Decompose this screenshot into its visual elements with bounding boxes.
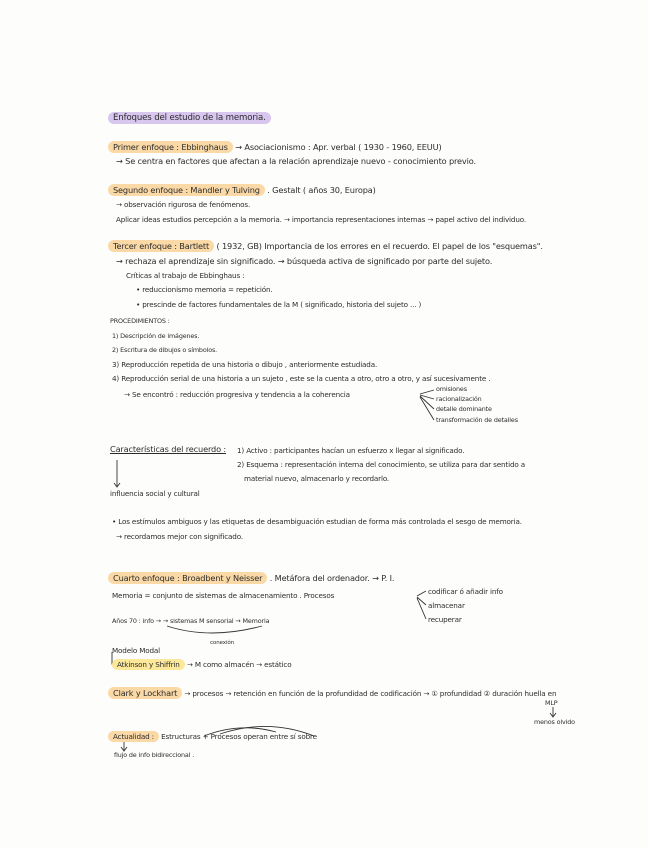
procedure-3: 3) Reproducción repetida de una historia o dibujo , anteriormente estudiada. (112, 360, 378, 369)
finding-branch-3: detalle dominante (436, 405, 492, 413)
current-rest: Estructuras + Procesos operan entre sí sobre (161, 732, 317, 741)
mlp-note: MLP (545, 699, 558, 707)
current-line (108, 731, 317, 742)
section-4-line-2: Memoria = conjunto de sistemas de almacenamiento . Procesos (112, 591, 335, 600)
section-3-label: Tercer enfoque : Bartlett (108, 240, 214, 252)
section-2-rest: . Gestalt ( años 30, Europa) (267, 185, 376, 195)
clark-line (108, 688, 556, 699)
characteristics-bullet-2: → recordamos mejor con significado. (116, 532, 243, 541)
procedure-2: 2) Escritura de dibujos o símbolos. (112, 346, 218, 354)
clark-rest: → procesos → retención en función de la profundidad de codificación → ① profundidad ② duración huella en (184, 689, 557, 698)
section-4-rest: . Metáfora del ordenador. → P. I. (269, 573, 395, 583)
influence-note: influencia social y cultural (110, 489, 200, 498)
section-3-bullet-1: • reduccionismo memoria = repetición. (136, 285, 273, 294)
flow-line: Años 70 : info → → sistemas M sensorial → Memoria (112, 617, 270, 625)
clark-label: Clark y Lockhart (108, 687, 182, 699)
finding-branch-4: transformación de detalles (436, 416, 518, 424)
section-3-line-3: Críticas al trabajo de Ebbinghaus : (126, 271, 245, 280)
atkinson-line (112, 659, 292, 670)
bidirectional-flow: flujo de info bidireccional . (114, 751, 195, 759)
section-3-rest: ( 1932, GB) Importancia de los errores en el recuerdo. El papel de los "esquemas". (216, 241, 543, 251)
section-2-label: Segundo enfoque : Mandler y Tulving (108, 184, 265, 196)
procedure-4: 4) Reproducción serial de una historia a un sujeto , este se la cuenta a otro, otro a otro, y así sucesivamente . (112, 374, 491, 383)
section-2-heading (108, 185, 376, 196)
characteristic-1: 1) Activo : participantes hacían un esfuerzo x llegar al significado. (237, 446, 465, 455)
section-1-rest: → Asociacionismo : Apr. verbal ( 1930 - 1960, EEUU) (235, 142, 442, 152)
atkinson-label: Atkinson y Shiffrin (112, 659, 185, 670)
section-1-label: Primer enfoque : Ebbinghaus (108, 141, 233, 153)
less-forgetting-note: menos olvido (534, 718, 575, 726)
section-4-heading (108, 573, 394, 584)
procedures-title: PROCEDIMIENTOS : (110, 317, 170, 325)
page-title: Enfoques del estudio de la memoria. (108, 112, 271, 124)
characteristic-2: 2) Esquema : representación interna del conocimiento, se utiliza para dar sentido a (237, 460, 525, 469)
section-1-heading (108, 142, 441, 153)
characteristics-title: Características del recuerdo : (110, 444, 226, 454)
procedure-1: 1) Descripción de imágenes. (112, 332, 200, 340)
modal-model: Modelo Modal (112, 646, 161, 655)
section-3-bullet-2: • prescinde de factores fundamentales de la M ( significado, historia del sujeto ... ) (136, 300, 422, 309)
section-4-label: Cuarto enfoque : Broadbent y Neisser (108, 572, 267, 584)
finding-branch-2: racionalización (436, 395, 482, 403)
process-branch-3: recuperar (428, 615, 462, 624)
section-3-line-2: → rechaza el aprendizaje sin significado. → búsqueda activa de significado por parte del sujeto. (116, 256, 493, 266)
section-3-heading (108, 241, 543, 252)
atkinson-rest: → M como almacén → estático (186, 660, 292, 669)
connection-note: conexión (210, 640, 235, 646)
process-branch-1: codificar ó añadir info (428, 587, 503, 596)
section-2-line-3: Aplicar ideas estudios percepción a la memoria. → importancia representaciones internas → papel activo del individuo. (116, 215, 526, 224)
finding-branch-1: omisiones (436, 385, 467, 393)
process-branch-2: almacenar (428, 601, 465, 610)
characteristics-bullet-1: • Los estímulos ambiguos y las etiquetas de desambiguación estudian de forma más controlada el sesgo de memoria. (112, 517, 522, 526)
section-1-line-2: → Se centra en factores que afectan a la relación aprendizaje nuevo - conocimiento previo. (116, 156, 476, 166)
current-label: Actualidad : (108, 731, 159, 742)
characteristic-2-cont: material nuevo, almacenarlo y recordarlo. (244, 474, 390, 483)
section-2-line-2: → observación rigurosa de fenómenos. (116, 200, 251, 209)
finding-line: → Se encontró : reducción progresiva y tendencia a la coherencia (124, 390, 350, 399)
